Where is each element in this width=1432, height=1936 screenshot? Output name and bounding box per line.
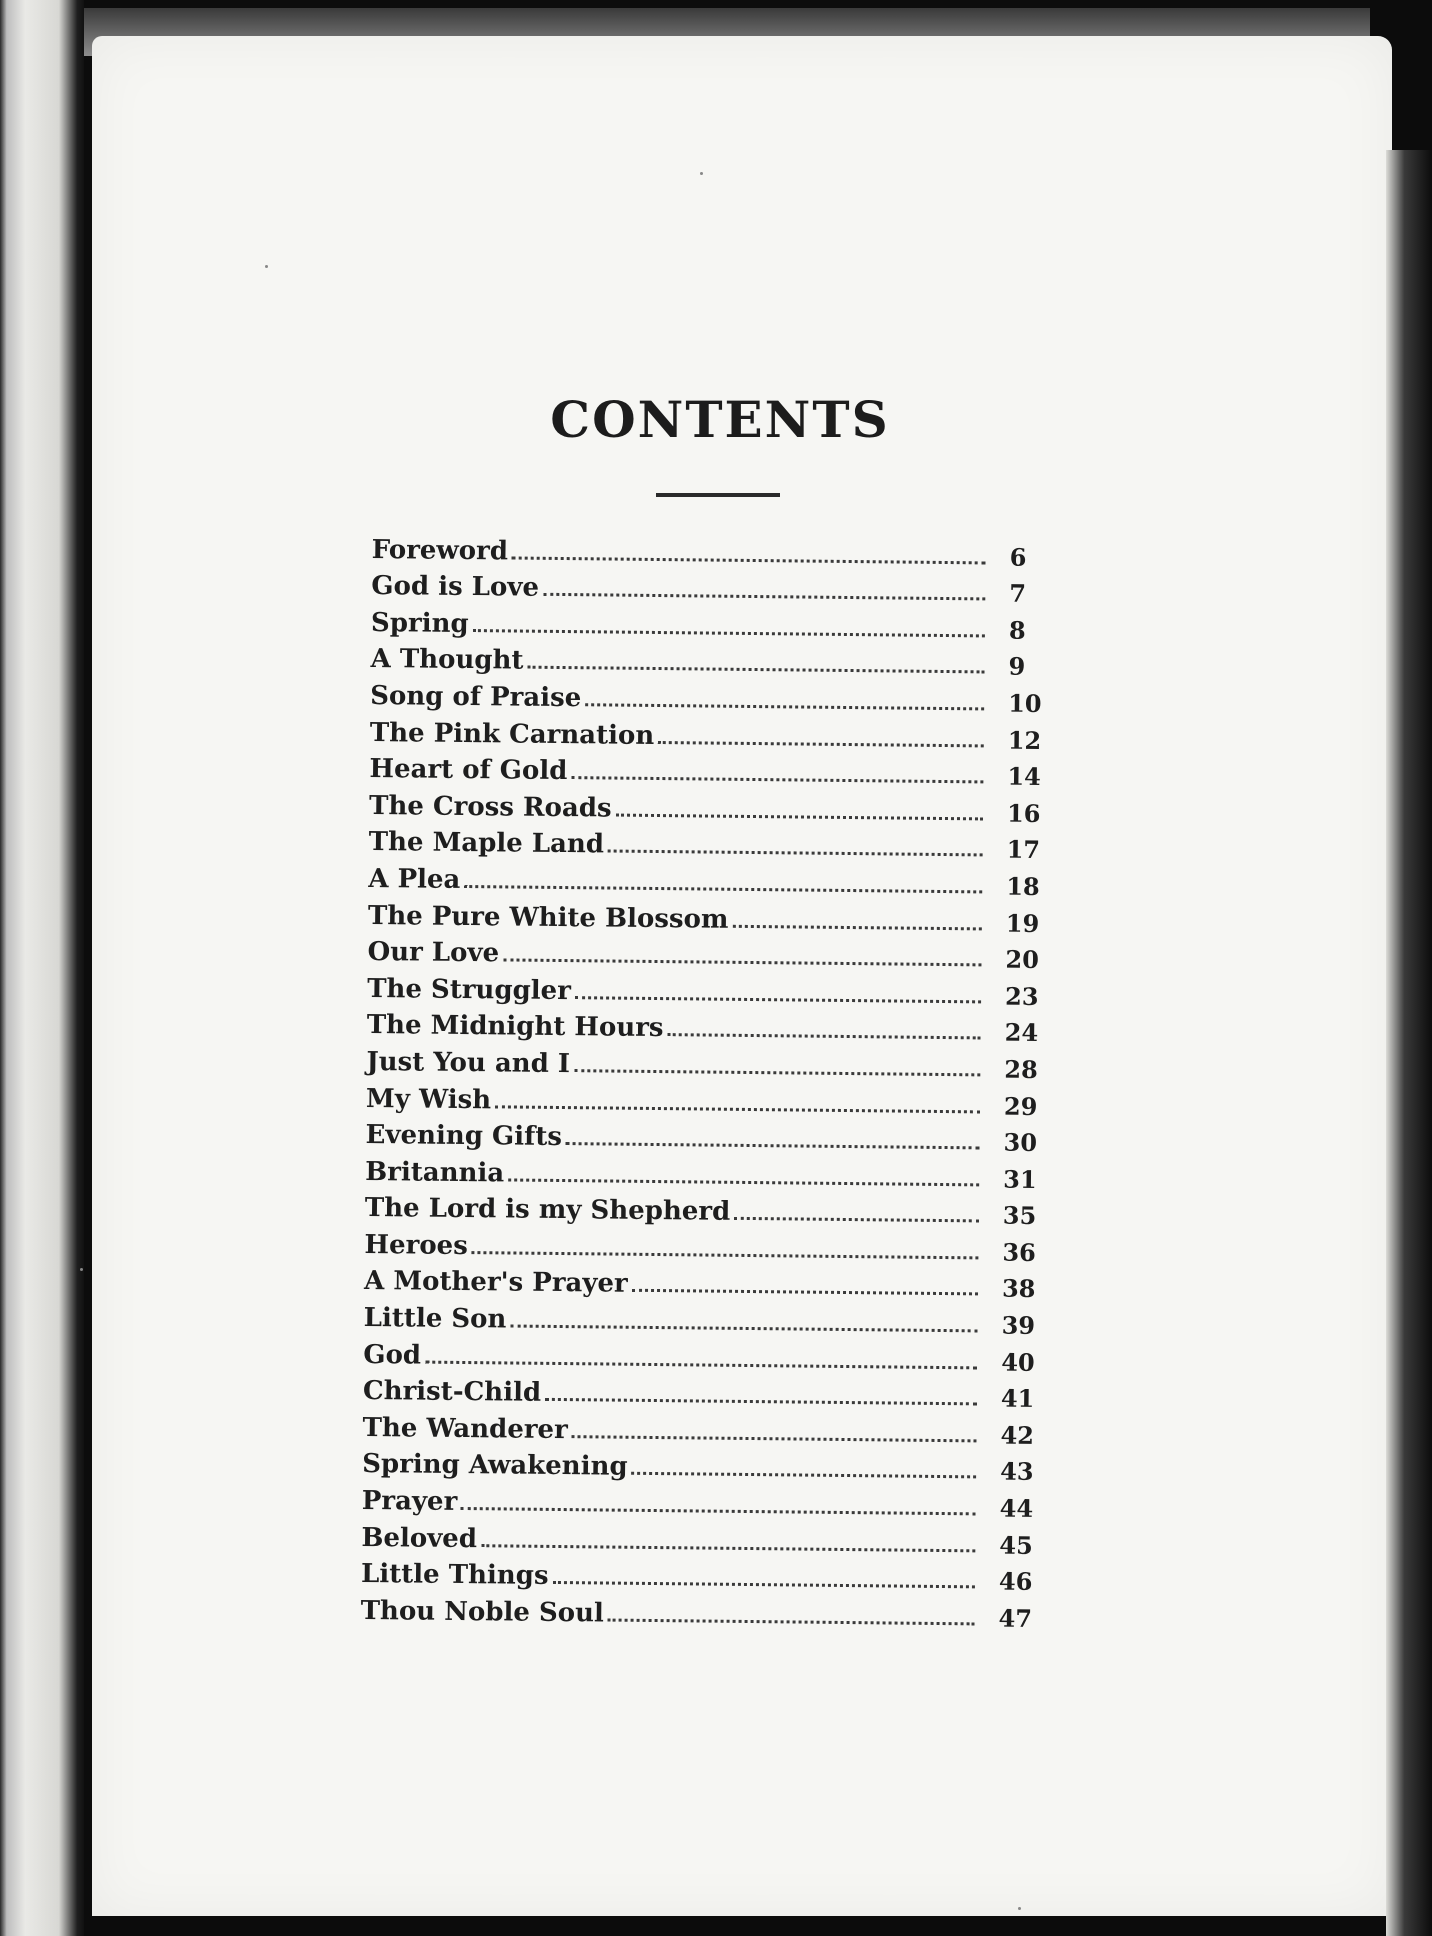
dot-leader bbox=[608, 850, 983, 857]
toc-entry-title: Evening Gifts bbox=[365, 1120, 563, 1153]
toc-entry bbox=[361, 1553, 1041, 1597]
dot-leader bbox=[658, 741, 984, 747]
toc-entry bbox=[369, 821, 1049, 865]
toc-entry bbox=[367, 1004, 1047, 1048]
toc-entry-page-number: 46 bbox=[998, 1566, 1033, 1597]
toc-entry-title: The Midnight Hours bbox=[366, 1010, 664, 1044]
toc-entry-title: Song of Praise bbox=[370, 680, 582, 714]
toc-entry-title: The Maple Land bbox=[368, 827, 605, 860]
table-of-contents bbox=[361, 528, 1052, 1633]
dot-leader bbox=[632, 1289, 978, 1296]
toc-entry-page-number: 17 bbox=[1006, 835, 1041, 865]
toc-entry-page-number: 39 bbox=[1001, 1310, 1036, 1341]
toc-entry-page-number: 47 bbox=[998, 1603, 1033, 1633]
toc-entry-page-number: 35 bbox=[1002, 1200, 1037, 1231]
toc-entry-title: Heart of Gold bbox=[369, 754, 568, 787]
toc-entry-page-number: 24 bbox=[1004, 1017, 1039, 1048]
dot-leader bbox=[608, 1618, 975, 1625]
dot-leader bbox=[585, 703, 984, 710]
dot-leader bbox=[545, 1398, 977, 1406]
toc-entry-page-number: 43 bbox=[1000, 1457, 1034, 1487]
toc-entry bbox=[364, 1260, 1044, 1304]
toc-entry-title: Little Things bbox=[360, 1559, 549, 1592]
toc-entry-page-number: 23 bbox=[1004, 981, 1039, 1011]
toc-entry-title: Heroes bbox=[364, 1229, 468, 1261]
toc-entry-title: Spring Awakening bbox=[362, 1449, 628, 1483]
toc-entry bbox=[365, 1113, 1045, 1157]
toc-entry-page-number: 19 bbox=[1005, 908, 1040, 938]
toc-entry bbox=[364, 1296, 1044, 1340]
toc-entry-page-number: 16 bbox=[1006, 798, 1041, 828]
toc-entry bbox=[366, 1077, 1046, 1121]
toc-entry bbox=[370, 638, 1050, 682]
dot-leader bbox=[571, 776, 983, 783]
dot-leader bbox=[572, 1435, 977, 1442]
toc-entry-page-number: 31 bbox=[1003, 1164, 1037, 1194]
toc-entry bbox=[366, 1040, 1046, 1084]
toc-entry-title: Beloved bbox=[361, 1522, 478, 1554]
toc-entry bbox=[368, 894, 1048, 938]
paper-speck bbox=[80, 1268, 83, 1271]
toc-entry bbox=[370, 674, 1050, 718]
toc-entry-title: A Plea bbox=[368, 863, 461, 895]
toc-entry-title: Prayer bbox=[361, 1485, 458, 1517]
toc-entry-title: Thou Noble Soul bbox=[360, 1595, 605, 1629]
dot-leader bbox=[667, 1033, 980, 1039]
toc-entry-page-number: 40 bbox=[1001, 1347, 1035, 1377]
toc-entry-page-number: 42 bbox=[1000, 1420, 1035, 1450]
dot-leader bbox=[512, 556, 986, 564]
toc-entry-page-number: 18 bbox=[1006, 871, 1040, 901]
toc-entry-page-number: 8 bbox=[1008, 615, 1026, 645]
toc-entry-page-number: 14 bbox=[1007, 761, 1041, 792]
toc-entry-page-number: 7 bbox=[1009, 578, 1027, 609]
toc-entry-title: The Lord is my Shepherd bbox=[364, 1193, 731, 1228]
dot-leader bbox=[425, 1360, 977, 1369]
dot-leader bbox=[552, 1581, 975, 1588]
dot-leader bbox=[527, 666, 984, 674]
toc-entry bbox=[369, 748, 1049, 792]
toc-entry-page-number: 41 bbox=[1000, 1383, 1035, 1414]
dot-leader bbox=[495, 1105, 980, 1113]
toc-entry bbox=[367, 967, 1047, 1011]
toc-entry-title: The Pure White Blossom bbox=[367, 900, 729, 935]
toc-entry-title: The Pink Carnation bbox=[369, 717, 655, 751]
toc-entry-title: Britannia bbox=[365, 1156, 505, 1189]
dot-leader bbox=[508, 1178, 979, 1186]
toc-entry bbox=[365, 1187, 1045, 1231]
dot-leader bbox=[632, 1472, 977, 1479]
toc-entry-page-number: 38 bbox=[1001, 1274, 1036, 1304]
title-rule bbox=[656, 493, 780, 497]
dot-leader bbox=[473, 629, 985, 637]
dot-leader bbox=[472, 1251, 979, 1259]
dot-leader bbox=[464, 885, 982, 893]
toc-entry-title: Christ-Child bbox=[362, 1376, 542, 1409]
dot-leader bbox=[616, 813, 983, 820]
toc-entry bbox=[363, 1370, 1043, 1414]
page-title: CONTENTS bbox=[550, 390, 890, 449]
toc-entry bbox=[362, 1443, 1042, 1487]
toc-entry-page-number: 6 bbox=[1009, 542, 1027, 572]
dot-leader bbox=[734, 1217, 979, 1223]
toc-entry-page-number: 45 bbox=[999, 1530, 1033, 1560]
toc-entry-title: The Struggler bbox=[367, 973, 572, 1006]
dot-leader bbox=[503, 959, 981, 967]
toc-entry-title: God is Love bbox=[371, 571, 540, 603]
toc-entry-title: A Thought bbox=[370, 644, 524, 676]
toc-entry bbox=[367, 931, 1047, 975]
toc-entry-title: The Cross Roads bbox=[368, 790, 612, 824]
toc-entry-title: My Wish bbox=[365, 1083, 492, 1115]
toc-entry-title: Our Love bbox=[367, 937, 500, 969]
right-page-curl bbox=[1386, 150, 1432, 1936]
paper-speck bbox=[1018, 1907, 1021, 1910]
toc-entry bbox=[361, 1516, 1041, 1560]
toc-entry bbox=[370, 711, 1050, 755]
toc-entry bbox=[365, 1150, 1045, 1194]
toc-entry bbox=[369, 784, 1049, 828]
dot-leader bbox=[574, 1069, 980, 1076]
dot-leader bbox=[566, 1142, 980, 1149]
toc-entry-page-number: 28 bbox=[1004, 1054, 1038, 1084]
toc-entry-page-number: 20 bbox=[1005, 944, 1040, 975]
paper-speck bbox=[700, 172, 703, 175]
toc-entry-page-number: 12 bbox=[1007, 725, 1042, 755]
left-page-edge bbox=[0, 0, 84, 1936]
toc-entry-page-number: 44 bbox=[999, 1493, 1034, 1524]
toc-entry-page-number: 10 bbox=[1008, 688, 1042, 718]
dot-leader bbox=[510, 1325, 977, 1333]
dot-leader bbox=[732, 924, 982, 930]
toc-entry bbox=[362, 1406, 1042, 1450]
toc-entry-title: God bbox=[363, 1339, 422, 1371]
toc-entry-page-number: 9 bbox=[1008, 652, 1026, 682]
dot-leader bbox=[543, 593, 985, 601]
toc-entry-title: Foreword bbox=[371, 534, 509, 567]
toc-entry-title: Little Son bbox=[363, 1303, 507, 1335]
toc-entry-page-number: 30 bbox=[1003, 1127, 1038, 1158]
toc-entry-title: Spring bbox=[370, 607, 469, 639]
toc-entry bbox=[371, 565, 1051, 609]
toc-entry-page-number: 29 bbox=[1003, 1091, 1038, 1121]
toc-entry-title: A Mother's Prayer bbox=[363, 1266, 628, 1300]
toc-entry-title: The Wanderer bbox=[362, 1412, 568, 1445]
toc-entry bbox=[364, 1223, 1044, 1267]
toc-entry-title: Just You and I bbox=[366, 1046, 571, 1080]
dot-leader bbox=[481, 1544, 975, 1552]
dot-leader bbox=[461, 1507, 976, 1515]
toc-entry bbox=[372, 528, 1052, 572]
toc-entry-page-number: 36 bbox=[1002, 1237, 1037, 1267]
toc-entry bbox=[361, 1589, 1041, 1633]
paper-speck bbox=[265, 265, 268, 268]
dot-leader bbox=[575, 996, 981, 1003]
